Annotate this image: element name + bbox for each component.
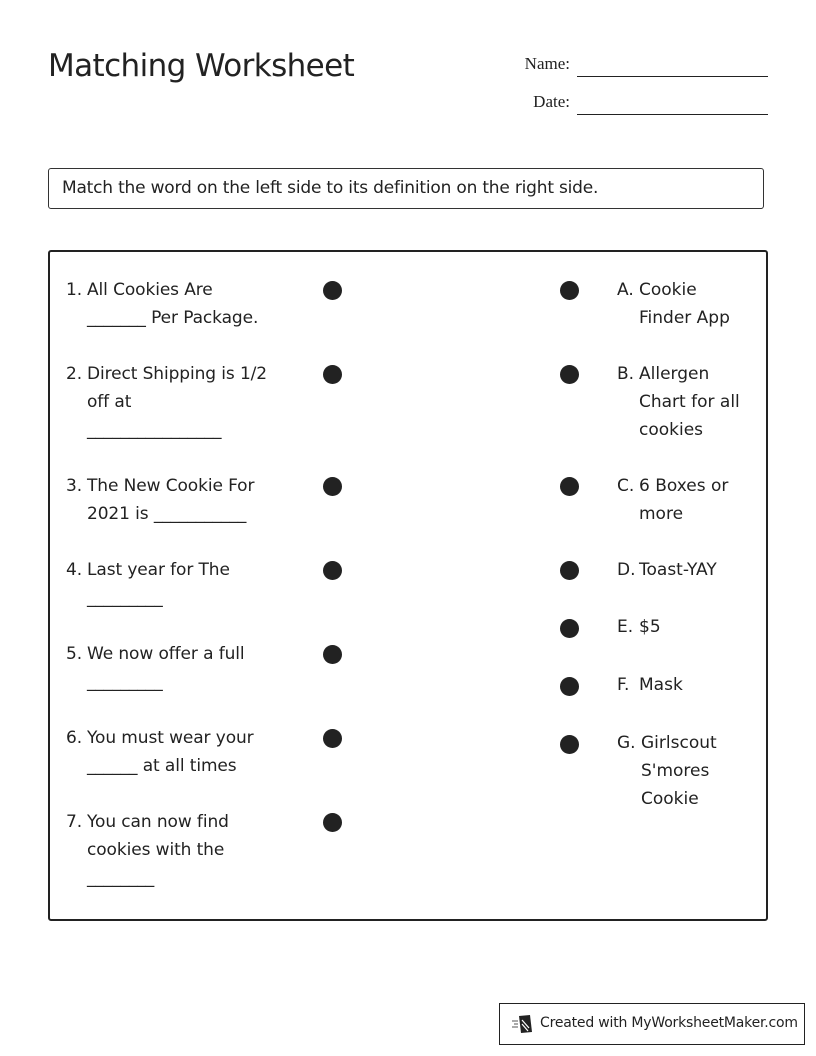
question-number: 5.: [66, 644, 83, 664]
answer-text: Girlscout S'mores Cookie: [641, 733, 717, 809]
question-text: Last year for The _________: [87, 560, 230, 608]
question-text: Direct Shipping is 1/2 off at ________________: [87, 364, 268, 440]
date-label: Date:: [533, 92, 570, 111]
answer-text: Mask: [639, 675, 683, 695]
answer-letter: G.: [617, 733, 636, 753]
answer-text: $5: [639, 617, 661, 637]
question-text: You can now find cookies with the ________: [87, 812, 229, 888]
answer-text: Toast-YAY: [639, 560, 717, 580]
answer-match-dot[interactable]: [560, 281, 579, 300]
answer-letter: D.: [617, 560, 636, 580]
answer-text: Allergen Chart for all cookies: [639, 364, 740, 440]
footer-text[interactable]: Created with MyWorksheetMaker.com: [540, 1015, 798, 1031]
answer-match-dot[interactable]: [560, 619, 579, 638]
question-text: We now offer a full _________: [87, 644, 245, 692]
name-field: [470, 54, 570, 76]
question-text: You must wear your ______ at all times: [87, 728, 254, 776]
instructions-text: Match the word on the left side to its definition on the right side.: [62, 178, 599, 198]
question-number: 4.: [66, 560, 83, 580]
answer-text: 6 Boxes or more: [639, 476, 729, 524]
question-number: 2.: [66, 364, 83, 384]
instructions-box: [48, 168, 764, 209]
question-match-dot[interactable]: [323, 561, 342, 580]
question-number: 1.: [66, 280, 83, 300]
answer-match-dot[interactable]: [560, 561, 579, 580]
footer-credit-box[interactable]: [499, 1003, 805, 1045]
answer-text: Cookie Finder App: [639, 280, 730, 328]
question-text: The New Cookie For 2021 is ___________: [87, 476, 255, 524]
answer-match-dot[interactable]: [560, 735, 579, 754]
answer-letter: F.: [617, 675, 630, 695]
question-text: All Cookies Are _______ Per Package.: [87, 280, 259, 328]
question-match-dot[interactable]: [323, 645, 342, 664]
answer-letter: A.: [617, 280, 634, 300]
answer-match-dot[interactable]: [560, 677, 579, 696]
date-field: [470, 92, 570, 114]
question-match-dot[interactable]: [323, 281, 342, 300]
answer-letter: E.: [617, 617, 634, 637]
question-number: 3.: [66, 476, 83, 496]
answer-letter: B.: [617, 364, 635, 384]
question-match-dot[interactable]: [323, 365, 342, 384]
name-line[interactable]: [577, 76, 768, 77]
page-title: Matching Worksheet: [48, 48, 355, 84]
question-match-dot[interactable]: [323, 729, 342, 748]
worksheet-maker-logo-icon: [512, 1014, 534, 1034]
answer-letter: C.: [617, 476, 635, 496]
question-number: 6.: [66, 728, 83, 748]
date-line[interactable]: [577, 114, 768, 115]
question-match-dot[interactable]: [323, 477, 342, 496]
answer-match-dot[interactable]: [560, 477, 579, 496]
question-match-dot[interactable]: [323, 813, 342, 832]
name-label: Name:: [524, 54, 570, 73]
answer-match-dot[interactable]: [560, 365, 579, 384]
question-number: 7.: [66, 812, 83, 832]
